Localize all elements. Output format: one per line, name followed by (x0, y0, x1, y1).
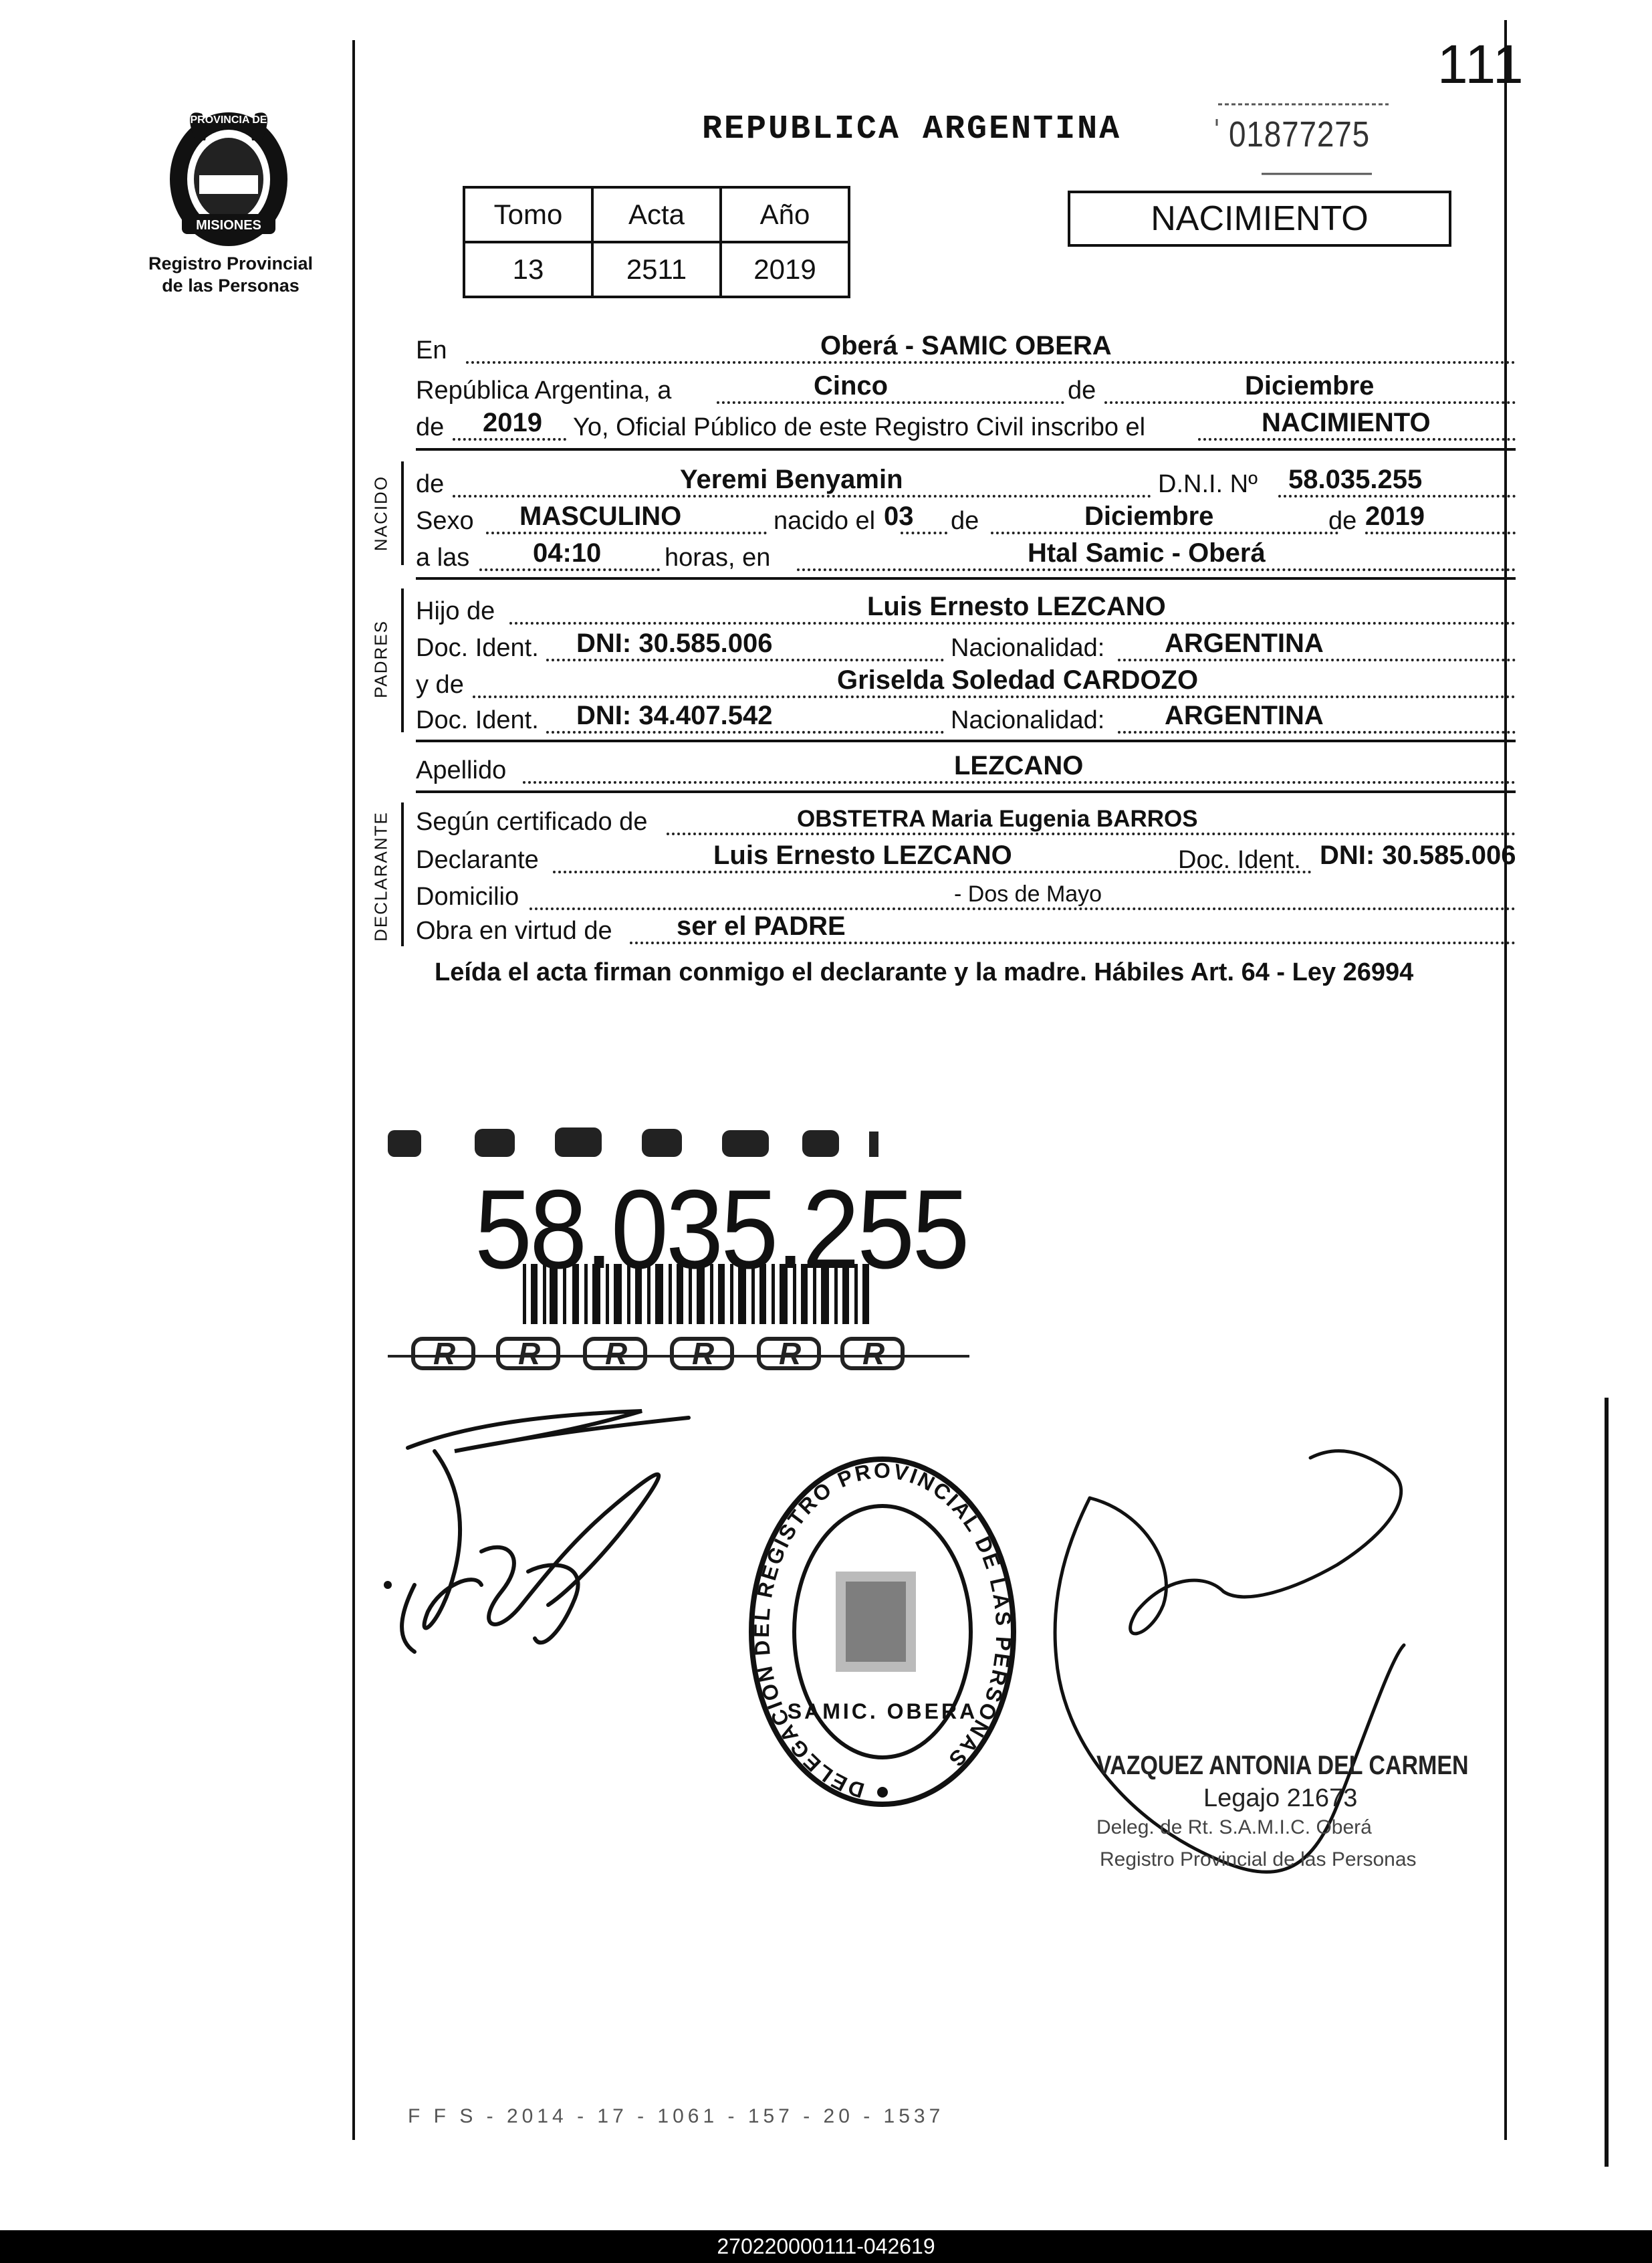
seal-text-top: PROVINCIA DE (190, 114, 267, 126)
row-year (416, 405, 1516, 445)
officer-delegacion: Deleg. de Rt. S.A.M.I.C. Oberá (1096, 1816, 1372, 1838)
label-y-de: y de (416, 671, 464, 699)
dni-sticker-number: 58.035.255 (475, 1166, 967, 1292)
footer-code: 270220000111-042619 (0, 2230, 1652, 2263)
header-ano: Año (721, 187, 849, 242)
label-hijo-de: Hijo de (416, 597, 495, 625)
label-nacionalidad: Nacionalidad: (951, 706, 1105, 734)
page-number: 111 (1437, 34, 1525, 95)
declarant-signature (374, 1384, 722, 1826)
value-child-dni: 58.035.255 (1288, 465, 1423, 494)
value-inscribe-type: NACIMIENTO (1262, 408, 1431, 437)
row-en (416, 328, 1516, 368)
section-label-nacido: NACIDO (370, 475, 391, 552)
value-certificado: OBSTETRA Maria Eugenia BARROS (797, 806, 1198, 832)
row-obra (416, 908, 1516, 948)
value-father-doc: DNI: 30.585.006 (576, 629, 773, 658)
value-birth-place: Htal Samic - Oberá (1028, 538, 1266, 568)
label-de: de (1068, 376, 1096, 405)
dots (486, 532, 767, 534)
label-sexo: Sexo (416, 507, 474, 535)
dots (1118, 659, 1516, 661)
value-day: Cinco (814, 371, 889, 401)
right-edge-mark (1605, 1398, 1609, 2167)
r-mark: R (605, 1336, 628, 1371)
seal-text-bottom: MISIONES (196, 218, 261, 233)
rule (416, 448, 1516, 451)
record-type: NACIMIENTO (1068, 191, 1451, 247)
label-nacionalidad: Nacionalidad: (951, 634, 1105, 662)
dots (546, 659, 944, 661)
serial-number-box (1211, 99, 1392, 179)
dots (466, 361, 1516, 364)
dots (667, 833, 1516, 835)
dots (523, 781, 1516, 784)
label-horas-en: horas, en (665, 544, 771, 572)
r-mark: R (862, 1336, 885, 1371)
dots (991, 532, 1338, 534)
dots (717, 401, 1064, 404)
value-apellido: LEZCANO (954, 751, 1084, 780)
label-de: de (951, 507, 979, 535)
value-domicilio: - Dos de Mayo (954, 881, 1102, 907)
dots (453, 438, 566, 441)
row-certificado (416, 799, 1516, 839)
value-time: 04:10 (533, 538, 602, 568)
registry-label (134, 253, 328, 297)
row-nacido-name (416, 461, 1516, 502)
province-seal (155, 100, 302, 254)
dots (509, 622, 1516, 625)
declarante-bracket (401, 802, 404, 946)
dots (901, 532, 947, 534)
dots (1118, 731, 1516, 734)
dots (630, 942, 1516, 944)
stamp-ring-text: DELEGACIÓN DEL REGISTRO PROVINCIAL DE LAS PERSONAS (749, 1458, 1016, 1803)
padres-bracket (401, 588, 404, 732)
row-hora (416, 535, 1516, 575)
dots (1365, 532, 1516, 534)
value-sexo: MASCULINO (519, 502, 682, 531)
dots (453, 495, 1151, 498)
value-mother-doc: DNI: 34.407.542 (576, 701, 773, 730)
r-mark: R (779, 1336, 802, 1371)
rule (416, 790, 1516, 793)
value-tomo: 13 (464, 242, 592, 297)
label-doc: Doc. Ident. (416, 706, 539, 734)
row-mother-doc (416, 697, 1516, 738)
officer-registro: Registro Provincial de las Personas (1100, 1848, 1417, 1870)
tomo-acta-table (463, 186, 850, 298)
label-de-year: de (416, 413, 445, 441)
left-margin-line (352, 40, 355, 2140)
label-republica: República Argentina, a (416, 376, 672, 405)
section-label-padres: PADRES (370, 620, 391, 698)
nacido-bracket (401, 461, 404, 565)
value-acta: 2511 (592, 242, 721, 297)
dots (546, 731, 944, 734)
lectura-text: Leída el acta firman conmigo el declarante y la madre. Hábiles Art. 64 - Ley 26994 (435, 958, 1414, 986)
officer-legajo: Legajo 21673 (1203, 1784, 1358, 1812)
value-month: Diciembre (1245, 371, 1375, 401)
rule (416, 577, 1516, 580)
r-mark: R (433, 1336, 456, 1371)
row-sexo (416, 498, 1516, 538)
label-domicilio: Domicilio (416, 883, 519, 911)
row-republica (416, 368, 1516, 408)
label-doc: Doc. Ident. (1178, 846, 1301, 874)
r-mark: R (518, 1336, 541, 1371)
document-title: REPUBLICA ARGENTINA (702, 110, 1122, 148)
label-dni: D.N.I. Nº (1158, 470, 1258, 498)
label-alas: a las (416, 544, 470, 572)
row-apellido (416, 748, 1516, 788)
dots (1278, 495, 1516, 498)
value-child-name: Yeremi Benyamin (680, 465, 903, 494)
value-mother-nat: ARGENTINA (1165, 701, 1324, 730)
label-nacido-el: nacido el (774, 507, 876, 535)
label-doc: Doc. Ident. (416, 634, 539, 662)
officer-name: VAZQUEZ ANTONIA DEL CARMEN (1096, 1751, 1469, 1780)
stamp-inner-text: SAMIC. OBERA (787, 1699, 978, 1723)
value-ano: 2019 (721, 242, 849, 297)
value-father: Luis Ernesto LEZCANO (867, 592, 1166, 621)
bottom-faint-code: F F S - 2014 - 17 - 1061 - 157 - 20 - 1537 (408, 2105, 945, 2127)
label-certificado: Según certificado de (416, 808, 648, 836)
value-birth-day: 03 (884, 502, 914, 531)
registry-stamp (742, 1438, 1023, 1812)
row-father (416, 588, 1516, 629)
label-obra: Obra en virtud de (416, 917, 612, 945)
section-label-declarante: DECLARANTE (370, 811, 391, 942)
value-obra: ser el PADRE (677, 911, 846, 941)
value-father-nat: ARGENTINA (1165, 629, 1324, 658)
registry-label-line2: de las Personas (162, 276, 300, 296)
value-year: 2019 (483, 408, 542, 437)
dots (479, 568, 660, 571)
label-en: En (416, 336, 447, 364)
row-mother (416, 662, 1516, 702)
value-place: Oberá - SAMIC OBERA (820, 331, 1112, 360)
label-declarante: Declarante (416, 846, 539, 874)
registry-label-line1: Registro Provincial (148, 253, 314, 274)
serial-number: 01877275 (1229, 114, 1371, 154)
label-apellido: Apellido (416, 756, 507, 784)
rule (416, 740, 1516, 742)
label-official: Yo, Oficial Público de este Registro Civil inscribo el (573, 413, 1146, 441)
row-father-doc (416, 625, 1516, 665)
value-mother: Griselda Soledad CARDOZO (837, 665, 1199, 695)
label-de: de (1328, 507, 1357, 535)
value-birth-month: Diciembre (1084, 502, 1214, 531)
dots (797, 568, 1516, 571)
sticker-top-pattern (388, 1127, 878, 1157)
header-acta: Acta (592, 187, 721, 242)
sticker-r-marks (413, 1336, 903, 1371)
dots (1198, 438, 1516, 441)
value-declarante-doc: DNI: 30.585.006 (1320, 841, 1516, 870)
row-declarante (416, 837, 1516, 877)
r-mark: R (692, 1336, 715, 1371)
header-tomo: Tomo (464, 187, 592, 242)
value-birth-year: 2019 (1365, 502, 1425, 531)
label-de: de (416, 470, 445, 498)
value-declarante-name: Luis Ernesto LEZCANO (713, 841, 1012, 870)
dots (1104, 401, 1516, 404)
